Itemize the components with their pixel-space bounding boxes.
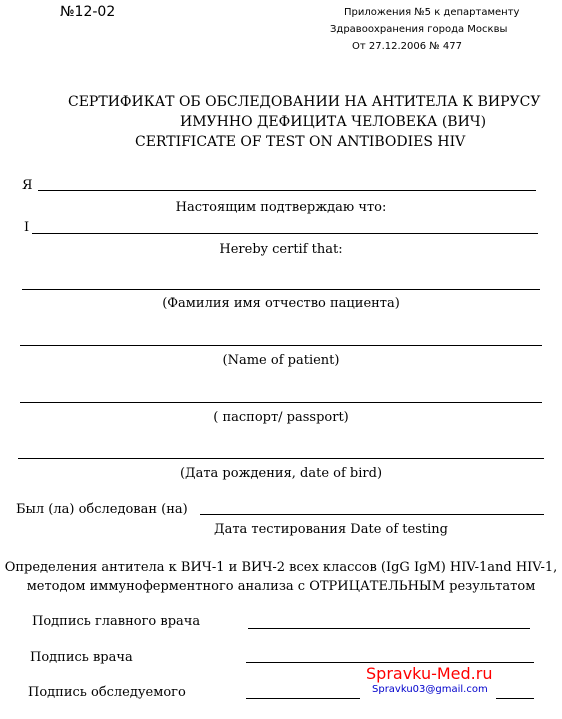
- birth-date-caption: (Дата рождения, date of bird): [179, 466, 383, 481]
- confirm-ru: Настоящим подтверждаю что:: [175, 200, 387, 215]
- patient-name-en-line[interactable]: [20, 345, 542, 346]
- birth-date-line[interactable]: [18, 458, 544, 459]
- appendix-line-1: Приложения №5 к департаменту: [344, 7, 520, 18]
- ya-prefix: Я: [22, 178, 33, 193]
- examined-label: Был (ла) обследован (на): [16, 502, 188, 517]
- result-line-1: Определения антитела к ВИЧ-1 и ВИЧ-2 всех классов (IgG IgM) HIV-1and HIV-1,: [4, 560, 558, 575]
- passport-line[interactable]: [20, 402, 542, 403]
- title-en: CERTIFICATE OF TEST ON ANTIBODIES HIV: [135, 134, 466, 150]
- i-prefix: I: [24, 220, 30, 235]
- appendix-line-2: Здравоохранения города Москвы: [330, 24, 508, 35]
- watermark-email[interactable]: Spravku03@gmail.com: [372, 684, 488, 695]
- patient-name-en-caption: (Name of patient): [222, 353, 340, 368]
- examined-date-line[interactable]: [200, 514, 544, 515]
- appendix-line-3: От 27.12.2006 № 477: [352, 41, 462, 52]
- chief-doctor-signature-label: Подпись главного врача: [32, 614, 201, 629]
- title-ru-line-2: ИМУННО ДЕФИЦИТА ЧЕЛОВЕКА (ВИЧ): [180, 114, 487, 130]
- confirm-en: Hereby certif that:: [219, 242, 343, 257]
- result-line-2: методом иммуноферментного анализа с ОТРИЦАТЕЛЬНЫМ результатом: [26, 579, 536, 594]
- passport-caption: ( паспорт/ passport): [213, 410, 349, 425]
- doctor-signature-line[interactable]: [246, 662, 534, 663]
- examinee-signature-label: Подпись обследуемого: [28, 685, 186, 700]
- doctor-signature-label: Подпись врача: [30, 650, 133, 665]
- patient-name-ru-caption: (Фамилия имя отчество пациента): [162, 296, 400, 311]
- patient-name-ru-line[interactable]: [22, 289, 540, 290]
- i-name-line[interactable]: [32, 233, 538, 234]
- document-number: №12-02: [60, 4, 116, 20]
- chief-doctor-signature-line[interactable]: [248, 628, 530, 629]
- test-date-caption: Дата тестирования Date of testing: [214, 522, 448, 537]
- watermark-site[interactable]: Spravku-Med.ru: [366, 664, 493, 683]
- title-ru-line-1: СЕРТИФИКАТ ОБ ОБСЛЕДОВАНИИ НА АНТИТЕЛА К ВИРУСУ: [68, 94, 541, 110]
- ya-name-line[interactable]: [38, 190, 536, 191]
